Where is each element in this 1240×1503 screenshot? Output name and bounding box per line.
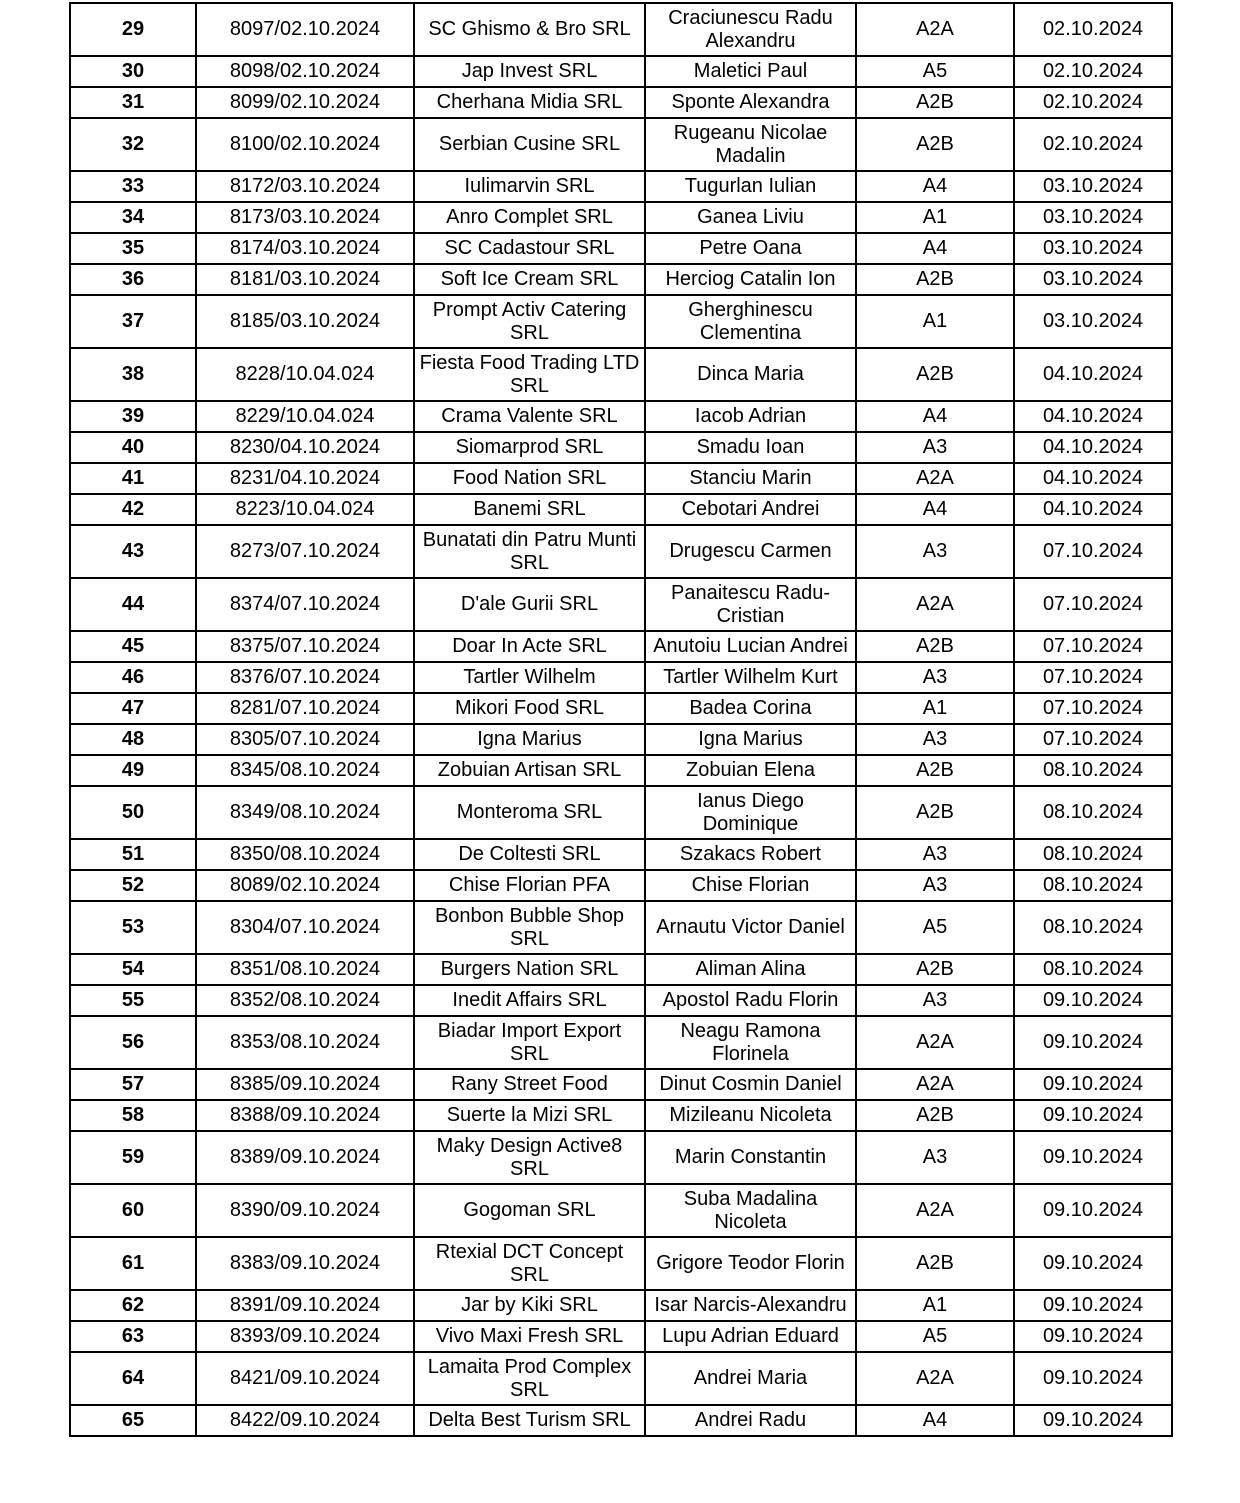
- row-number: 32: [70, 118, 196, 171]
- table-row: [70, 1352, 1172, 1405]
- date: 02.10.2024: [1014, 3, 1172, 56]
- date: 07.10.2024: [1014, 724, 1172, 755]
- person-name: Zobuian Elena: [645, 755, 856, 786]
- person-name: Andrei Maria: [645, 1352, 856, 1405]
- company-name: Burgers Nation SRL: [414, 954, 645, 985]
- table-row: [70, 233, 1172, 264]
- person-name: Szakacs Robert: [645, 839, 856, 870]
- document-number: 8230/04.10.2024: [196, 432, 414, 463]
- company-name: Prompt Activ Catering SRL: [414, 295, 645, 348]
- company-name: Gogoman SRL: [414, 1184, 645, 1237]
- classification: A1: [856, 1290, 1014, 1321]
- company-name: SC Cadastour SRL: [414, 233, 645, 264]
- date: 07.10.2024: [1014, 662, 1172, 693]
- document-number: 8383/09.10.2024: [196, 1237, 414, 1290]
- row-number: 52: [70, 870, 196, 901]
- person-name: Sponte Alexandra: [645, 87, 856, 118]
- classification: A2A: [856, 463, 1014, 494]
- classification: A2A: [856, 1069, 1014, 1100]
- document-number: 8389/09.10.2024: [196, 1131, 414, 1184]
- classification: A3: [856, 432, 1014, 463]
- table-row: [70, 494, 1172, 525]
- row-number: 48: [70, 724, 196, 755]
- row-number: 62: [70, 1290, 196, 1321]
- row-number: 58: [70, 1100, 196, 1131]
- table-row: [70, 631, 1172, 662]
- company-name: SC Ghismo & Bro SRL: [414, 3, 645, 56]
- document-number: 8351/08.10.2024: [196, 954, 414, 985]
- date: 07.10.2024: [1014, 578, 1172, 631]
- person-name: Herciog Catalin Ion: [645, 264, 856, 295]
- table-row: [70, 171, 1172, 202]
- row-number: 59: [70, 1131, 196, 1184]
- company-name: Mikori Food SRL: [414, 693, 645, 724]
- table-row: [70, 432, 1172, 463]
- date: 08.10.2024: [1014, 755, 1172, 786]
- row-number: 46: [70, 662, 196, 693]
- table-row: [70, 693, 1172, 724]
- row-number: 54: [70, 954, 196, 985]
- document-number: 8390/09.10.2024: [196, 1184, 414, 1237]
- date: 04.10.2024: [1014, 432, 1172, 463]
- row-number: 49: [70, 755, 196, 786]
- document-number: 8273/07.10.2024: [196, 525, 414, 578]
- document-number: 8376/07.10.2024: [196, 662, 414, 693]
- document-number: 8173/03.10.2024: [196, 202, 414, 233]
- table-row: [70, 1131, 1172, 1184]
- date: 09.10.2024: [1014, 1321, 1172, 1352]
- classification: A3: [856, 724, 1014, 755]
- document-number: 8345/08.10.2024: [196, 755, 414, 786]
- company-name: Biadar Import Export SRL: [414, 1016, 645, 1069]
- date: 09.10.2024: [1014, 1016, 1172, 1069]
- company-name: Tartler Wilhelm: [414, 662, 645, 693]
- row-number: 38: [70, 348, 196, 401]
- document-number: 8352/08.10.2024: [196, 985, 414, 1016]
- document-number: 8349/08.10.2024: [196, 786, 414, 839]
- person-name: Drugescu Carmen: [645, 525, 856, 578]
- classification: A2B: [856, 1237, 1014, 1290]
- company-name: Soft Ice Cream SRL: [414, 264, 645, 295]
- table-row: [70, 1237, 1172, 1290]
- table-row: [70, 786, 1172, 839]
- table-row: [70, 1290, 1172, 1321]
- date: 04.10.2024: [1014, 463, 1172, 494]
- date: 09.10.2024: [1014, 1405, 1172, 1436]
- classification: A3: [856, 525, 1014, 578]
- date: 09.10.2024: [1014, 1069, 1172, 1100]
- date: 08.10.2024: [1014, 954, 1172, 985]
- classification: A2B: [856, 118, 1014, 171]
- company-name: Serbian Cusine SRL: [414, 118, 645, 171]
- date: 04.10.2024: [1014, 401, 1172, 432]
- person-name: Igna Marius: [645, 724, 856, 755]
- document-number: 8374/07.10.2024: [196, 578, 414, 631]
- table-row: [70, 463, 1172, 494]
- person-name: Mizileanu Nicoleta: [645, 1100, 856, 1131]
- date: 09.10.2024: [1014, 1290, 1172, 1321]
- classification: A1: [856, 202, 1014, 233]
- company-name: Rtexial DCT Concept SRL: [414, 1237, 645, 1290]
- person-name: Gherghinescu Clementina: [645, 295, 856, 348]
- document-number: 8228/10.04.024: [196, 348, 414, 401]
- person-name: Badea Corina: [645, 693, 856, 724]
- table-row: [70, 1069, 1172, 1100]
- classification: A4: [856, 233, 1014, 264]
- row-number: 65: [70, 1405, 196, 1436]
- document-number: 8097/02.10.2024: [196, 3, 414, 56]
- classification: A2B: [856, 954, 1014, 985]
- document-number: 8385/09.10.2024: [196, 1069, 414, 1100]
- classification: A2B: [856, 348, 1014, 401]
- person-name: Panaitescu Radu-Cristian: [645, 578, 856, 631]
- table-row: [70, 401, 1172, 432]
- person-name: Cebotari Andrei: [645, 494, 856, 525]
- company-name: Igna Marius: [414, 724, 645, 755]
- company-name: Bonbon Bubble Shop SRL: [414, 901, 645, 954]
- classification: A3: [856, 839, 1014, 870]
- date: 09.10.2024: [1014, 1237, 1172, 1290]
- company-name: Jar by Kiki SRL: [414, 1290, 645, 1321]
- row-number: 57: [70, 1069, 196, 1100]
- date: 07.10.2024: [1014, 631, 1172, 662]
- company-name: Iulimarvin SRL: [414, 171, 645, 202]
- classification: A2B: [856, 755, 1014, 786]
- row-number: 31: [70, 87, 196, 118]
- table-row: [70, 662, 1172, 693]
- table-row: [70, 295, 1172, 348]
- classification: A2A: [856, 1016, 1014, 1069]
- classification: A2A: [856, 578, 1014, 631]
- person-name: Isar Narcis-Alexandru: [645, 1290, 856, 1321]
- classification: A2B: [856, 264, 1014, 295]
- person-name: Stanciu Marin: [645, 463, 856, 494]
- registry-table: [69, 2, 1173, 1437]
- table-row: [70, 724, 1172, 755]
- person-name: Aliman Alina: [645, 954, 856, 985]
- row-number: 36: [70, 264, 196, 295]
- person-name: Smadu Ioan: [645, 432, 856, 463]
- person-name: Suba Madalina Nicoleta: [645, 1184, 856, 1237]
- company-name: Anro Complet SRL: [414, 202, 645, 233]
- classification: A3: [856, 870, 1014, 901]
- row-number: 33: [70, 171, 196, 202]
- person-name: Craciunescu Radu Alexandru: [645, 3, 856, 56]
- company-name: Chise Florian PFA: [414, 870, 645, 901]
- person-name: Grigore Teodor Florin: [645, 1237, 856, 1290]
- table-row: [70, 1405, 1172, 1436]
- company-name: Food Nation SRL: [414, 463, 645, 494]
- table-row: [70, 264, 1172, 295]
- table-row: [70, 954, 1172, 985]
- date: 09.10.2024: [1014, 1184, 1172, 1237]
- company-name: Zobuian Artisan SRL: [414, 755, 645, 786]
- row-number: 37: [70, 295, 196, 348]
- date: 09.10.2024: [1014, 1100, 1172, 1131]
- classification: A2B: [856, 87, 1014, 118]
- row-number: 47: [70, 693, 196, 724]
- table-row: [70, 118, 1172, 171]
- company-name: Siomarprod SRL: [414, 432, 645, 463]
- company-name: D'ale Gurii SRL: [414, 578, 645, 631]
- row-number: 42: [70, 494, 196, 525]
- table-row: [70, 3, 1172, 56]
- row-number: 44: [70, 578, 196, 631]
- date: 08.10.2024: [1014, 870, 1172, 901]
- classification: A4: [856, 494, 1014, 525]
- person-name: Tartler Wilhelm Kurt: [645, 662, 856, 693]
- document-number: 8421/09.10.2024: [196, 1352, 414, 1405]
- person-name: Iacob Adrian: [645, 401, 856, 432]
- document-number: 8375/07.10.2024: [196, 631, 414, 662]
- date: 07.10.2024: [1014, 525, 1172, 578]
- document-number: 8099/02.10.2024: [196, 87, 414, 118]
- row-number: 55: [70, 985, 196, 1016]
- table-row: [70, 755, 1172, 786]
- table-row: [70, 870, 1172, 901]
- row-number: 60: [70, 1184, 196, 1237]
- company-name: Rany Street Food: [414, 1069, 645, 1100]
- document-number: 8089/02.10.2024: [196, 870, 414, 901]
- row-number: 41: [70, 463, 196, 494]
- row-number: 51: [70, 839, 196, 870]
- person-name: Ganea Liviu: [645, 202, 856, 233]
- classification: A2A: [856, 1184, 1014, 1237]
- row-number: 45: [70, 631, 196, 662]
- document-number: 8231/04.10.2024: [196, 463, 414, 494]
- document-number: 8388/09.10.2024: [196, 1100, 414, 1131]
- date: 08.10.2024: [1014, 786, 1172, 839]
- company-name: Cherhana Midia SRL: [414, 87, 645, 118]
- document-number: 8350/08.10.2024: [196, 839, 414, 870]
- registry-table-body: [70, 3, 1172, 1436]
- document-number: 8229/10.04.024: [196, 401, 414, 432]
- document-number: 8098/02.10.2024: [196, 56, 414, 87]
- table-row: [70, 578, 1172, 631]
- table-row: [70, 839, 1172, 870]
- classification: A2B: [856, 786, 1014, 839]
- person-name: Rugeanu Nicolae Madalin: [645, 118, 856, 171]
- classification: A2B: [856, 631, 1014, 662]
- document-number: 8305/07.10.2024: [196, 724, 414, 755]
- table-row: [70, 1184, 1172, 1237]
- document-number: 8185/03.10.2024: [196, 295, 414, 348]
- date: 04.10.2024: [1014, 494, 1172, 525]
- person-name: Apostol Radu Florin: [645, 985, 856, 1016]
- classification: A2B: [856, 1100, 1014, 1131]
- table-row: [70, 525, 1172, 578]
- company-name: Delta Best Turism SRL: [414, 1405, 645, 1436]
- table-row: [70, 56, 1172, 87]
- date: 03.10.2024: [1014, 171, 1172, 202]
- date: 07.10.2024: [1014, 693, 1172, 724]
- classification: A1: [856, 295, 1014, 348]
- table-row: [70, 202, 1172, 233]
- table-row: [70, 901, 1172, 954]
- person-name: Lupu Adrian Eduard: [645, 1321, 856, 1352]
- classification: A3: [856, 662, 1014, 693]
- row-number: 43: [70, 525, 196, 578]
- company-name: Doar In Acte SRL: [414, 631, 645, 662]
- company-name: Crama Valente SRL: [414, 401, 645, 432]
- company-name: Fiesta Food Trading LTD SRL: [414, 348, 645, 401]
- row-number: 50: [70, 786, 196, 839]
- document-number: 8391/09.10.2024: [196, 1290, 414, 1321]
- person-name: Anutoiu Lucian Andrei: [645, 631, 856, 662]
- classification: A5: [856, 901, 1014, 954]
- classification: A4: [856, 401, 1014, 432]
- date: 03.10.2024: [1014, 233, 1172, 264]
- row-number: 64: [70, 1352, 196, 1405]
- document-number: 8174/03.10.2024: [196, 233, 414, 264]
- company-name: Jap Invest SRL: [414, 56, 645, 87]
- row-number: 35: [70, 233, 196, 264]
- company-name: Bunatati din Patru Munti SRL: [414, 525, 645, 578]
- date: 09.10.2024: [1014, 985, 1172, 1016]
- table-row: [70, 1016, 1172, 1069]
- table-row: [70, 985, 1172, 1016]
- date: 08.10.2024: [1014, 839, 1172, 870]
- date: 02.10.2024: [1014, 87, 1172, 118]
- date: 03.10.2024: [1014, 295, 1172, 348]
- person-name: Ianus Diego Dominique: [645, 786, 856, 839]
- company-name: Vivo Maxi Fresh SRL: [414, 1321, 645, 1352]
- person-name: Dinut Cosmin Daniel: [645, 1069, 856, 1100]
- classification: A4: [856, 171, 1014, 202]
- company-name: Inedit Affairs SRL: [414, 985, 645, 1016]
- person-name: Tugurlan Iulian: [645, 171, 856, 202]
- classification: A2A: [856, 1352, 1014, 1405]
- classification: A3: [856, 985, 1014, 1016]
- company-name: Maky Design Active8 SRL: [414, 1131, 645, 1184]
- document-number: 8353/08.10.2024: [196, 1016, 414, 1069]
- person-name: Petre Oana: [645, 233, 856, 264]
- date: 02.10.2024: [1014, 56, 1172, 87]
- document-number: 8100/02.10.2024: [196, 118, 414, 171]
- classification: A5: [856, 56, 1014, 87]
- row-number: 34: [70, 202, 196, 233]
- row-number: 56: [70, 1016, 196, 1069]
- row-number: 53: [70, 901, 196, 954]
- document-number: 8181/03.10.2024: [196, 264, 414, 295]
- document-number: 8281/07.10.2024: [196, 693, 414, 724]
- person-name: Maletici Paul: [645, 56, 856, 87]
- classification: A3: [856, 1131, 1014, 1184]
- person-name: Arnautu Victor Daniel: [645, 901, 856, 954]
- row-number: 29: [70, 3, 196, 56]
- person-name: Neagu Ramona Florinela: [645, 1016, 856, 1069]
- company-name: Banemi SRL: [414, 494, 645, 525]
- person-name: Marin Constantin: [645, 1131, 856, 1184]
- row-number: 30: [70, 56, 196, 87]
- table-row: [70, 1321, 1172, 1352]
- date: 03.10.2024: [1014, 202, 1172, 233]
- row-number: 63: [70, 1321, 196, 1352]
- classification: A1: [856, 693, 1014, 724]
- person-name: Andrei Radu: [645, 1405, 856, 1436]
- row-number: 39: [70, 401, 196, 432]
- classification: A4: [856, 1405, 1014, 1436]
- table-row: [70, 348, 1172, 401]
- company-name: De Coltesti SRL: [414, 839, 645, 870]
- company-name: Monteroma SRL: [414, 786, 645, 839]
- person-name: Chise Florian: [645, 870, 856, 901]
- date: 02.10.2024: [1014, 118, 1172, 171]
- document-number: 8223/10.04.024: [196, 494, 414, 525]
- date: 03.10.2024: [1014, 264, 1172, 295]
- table-row: [70, 1100, 1172, 1131]
- date: 09.10.2024: [1014, 1352, 1172, 1405]
- row-number: 40: [70, 432, 196, 463]
- person-name: Dinca Maria: [645, 348, 856, 401]
- classification: A2A: [856, 3, 1014, 56]
- document-number: 8172/03.10.2024: [196, 171, 414, 202]
- date: 09.10.2024: [1014, 1131, 1172, 1184]
- document-number: 8422/09.10.2024: [196, 1405, 414, 1436]
- row-number: 61: [70, 1237, 196, 1290]
- table-row: [70, 87, 1172, 118]
- date: 08.10.2024: [1014, 901, 1172, 954]
- classification: A5: [856, 1321, 1014, 1352]
- document-number: 8393/09.10.2024: [196, 1321, 414, 1352]
- company-name: Lamaita Prod Complex SRL: [414, 1352, 645, 1405]
- document-number: 8304/07.10.2024: [196, 901, 414, 954]
- date: 04.10.2024: [1014, 348, 1172, 401]
- company-name: Suerte la Mizi SRL: [414, 1100, 645, 1131]
